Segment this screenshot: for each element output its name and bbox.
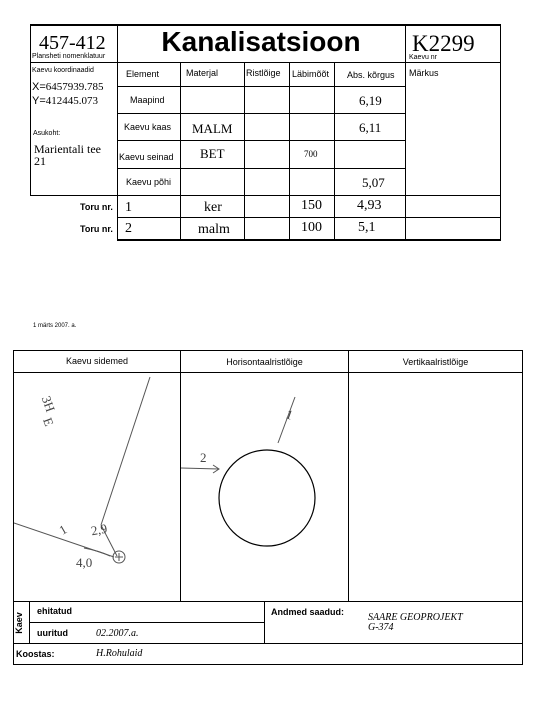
horizontal-section-sketch: [181, 373, 348, 601]
author-label: Koostas:: [16, 649, 55, 659]
author-value: H.Rohulaid: [96, 648, 143, 659]
walls-material: BET: [200, 146, 225, 161]
row-label-ground: Maapind: [130, 95, 165, 105]
row-label-walls: Kaevu seinad: [119, 152, 174, 162]
sketch-mark-a: 3H: [38, 393, 59, 414]
ground-height: 6,19: [359, 93, 382, 108]
coord-x-value: 6457939.785: [45, 81, 104, 93]
pipe-1-diameter: 150: [301, 198, 322, 213]
col-header-element: Element: [126, 69, 160, 79]
sketch-pipe-1-mark: 1: [56, 521, 70, 538]
cover-height: 6,11: [359, 120, 382, 135]
pipe-2-label: Toru nr.: [80, 224, 113, 234]
pipe-2-material: malm: [198, 222, 230, 237]
footer-side-label: Kaev: [13, 612, 24, 634]
coords-caption: Kaevu koordinaadid: [32, 67, 94, 74]
coord-x-label: X=: [32, 81, 46, 93]
built-label: ehitatud: [37, 606, 72, 616]
coord-x: [32, 81, 104, 93]
address-value: Marientali tee 21: [34, 142, 101, 168]
cover-material: MALM: [192, 121, 233, 136]
sketch-distance-1: 2,9: [89, 520, 109, 539]
h-section-pipe-1: 1: [283, 406, 296, 423]
page-title: Kanalisatsioon: [161, 26, 361, 57]
h-section-pipe-2: 2: [200, 450, 207, 465]
pipe-1-no: 1: [125, 200, 132, 215]
panel-title-connections: Kaevu sidemed: [65, 356, 129, 366]
coord-y: [32, 95, 98, 107]
pipe-2-height: 5,1: [358, 220, 376, 235]
sketch-mark-b: E: [40, 415, 57, 429]
map-code-caption: Plansheti nomenklatuur: [32, 53, 106, 60]
coord-y-value: 412445.073: [45, 95, 99, 107]
col-header-section: Ristlõige: [246, 68, 281, 78]
source-code: G-374: [368, 622, 394, 633]
row-label-bottom: Kaevu põhi: [126, 177, 172, 187]
bottom-height: 5,07: [362, 175, 385, 190]
connections-sketch: [14, 373, 180, 601]
col-header-material: Materjal: [186, 68, 219, 78]
surveyed-label: uuritud: [37, 628, 68, 638]
pipe-2-no: 2: [125, 221, 132, 236]
col-header-abs-height: Abs. kõrgus: [347, 70, 395, 80]
source-value: SAARE GEOPROJEKT: [368, 612, 463, 623]
panel-title-horizontal: Horisontaalristlõige: [226, 357, 303, 367]
walls-diameter: 700: [304, 149, 318, 159]
address-caption: Asukoht:: [33, 130, 61, 137]
row-label-cover: Kaevu kaas: [124, 122, 172, 132]
col-header-diameter: Läbimõõt: [292, 69, 330, 79]
source-label: Andmed saadud:: [271, 607, 345, 617]
pipe-2-diameter: 100: [301, 220, 322, 235]
date-note: 1 märts 2007. a.: [33, 323, 77, 329]
map-code: 457-412: [39, 32, 106, 54]
pipe-1-material: ker: [204, 200, 222, 215]
coord-y-label: Y=: [32, 95, 46, 107]
panel-title-vertical: Vertikaalristlõige: [402, 357, 469, 367]
well-number: K2299: [412, 31, 475, 56]
sketch-distance-2: 4,0: [76, 555, 93, 570]
pipe-1-height: 4,93: [357, 198, 382, 213]
col-header-remarks: Märkus: [409, 68, 439, 78]
well-number-caption: Kaevu nr: [409, 54, 438, 61]
pipe-1-label: Toru nr.: [80, 202, 113, 212]
surveyed-value: 02.2007.a.: [96, 628, 139, 639]
